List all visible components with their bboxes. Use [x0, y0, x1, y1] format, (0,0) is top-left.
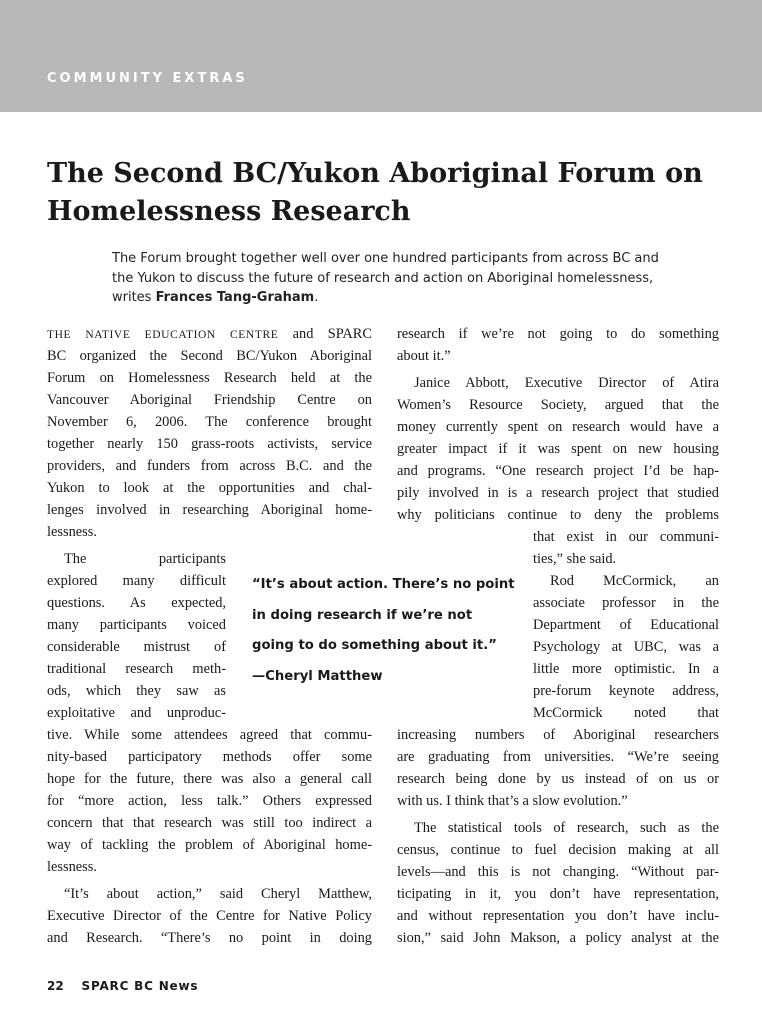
body-line: about it.”: [397, 348, 451, 364]
body-line: Department of Educational: [533, 617, 719, 633]
body-line: money currently spent on research would have a: [397, 419, 719, 435]
body-line: November 6, 2006. The conference brought: [47, 414, 372, 430]
body-line: exploitative and unproduc-: [47, 705, 226, 721]
body-line: nity-based participatory methods offer some: [47, 749, 372, 765]
body-line: questions. As expected,: [47, 595, 226, 611]
body-line: with us. I think that’s a slow evolution.”: [397, 793, 628, 809]
body-line: providers, and funders from across B.C. and the: [47, 458, 372, 474]
title-line: Homelessness Research: [47, 196, 411, 227]
body-line: sion,” said John Makson, a policy analyst at the: [397, 930, 719, 946]
body-line: Women’s Resource Society, argued that the: [397, 397, 719, 413]
body-line: hope for the future, there was also a general call: [47, 771, 372, 787]
body-line: Executive Director of the Centre for Native Policy: [47, 908, 372, 924]
body-line: McCormick noted that: [533, 705, 719, 721]
body-line: greater impact if it was spent on new housing: [397, 441, 719, 457]
body-line: traditional research meth-: [47, 661, 226, 677]
body-line: “It’s about action,” said Cheryl Matthew,: [64, 886, 372, 902]
deck-line: The Forum brought together well over one hundred participants from across BC and: [112, 251, 659, 266]
title-line: The Second BC/Yukon Aboriginal Forum on: [47, 158, 703, 189]
body-line: The participants: [64, 551, 226, 567]
body-line: research being done by us instead of on us or: [397, 771, 719, 787]
body-line: are graduating from universities. “We’re seeing: [397, 749, 719, 765]
author-name: Frances Tang-Graham: [155, 290, 315, 305]
body-line: levels—and this is not changing. “Without par-: [397, 864, 719, 880]
body-line: why politicians continue to deny the problems: [397, 507, 719, 523]
body-line: considerable mistrust of: [47, 639, 226, 655]
pull-quote: [252, 570, 522, 692]
body-line: concern that that research was still too indirect a: [47, 815, 372, 831]
body-line: tive. While some attendees agreed that commu-: [47, 727, 372, 743]
body-line: little more optimistic. In a: [533, 661, 719, 677]
body-line: and Research. “There’s no point in doing: [47, 930, 372, 946]
article-title: [47, 155, 727, 231]
body-line: lessness.: [47, 859, 97, 875]
body-line: together nearly 150 grass-roots activists, service: [47, 436, 372, 452]
section-banner: [0, 0, 762, 112]
body-line: Janice Abbott, Executive Director of Atira: [414, 375, 719, 391]
body-line: Yukon to look at the opportunities and chal-: [47, 480, 372, 496]
body-line: ticipating in it, you don’t have representation,: [397, 886, 719, 902]
body-line: research if we’re not going to do something: [397, 326, 719, 342]
section-label: COMMUNITY EXTRAS: [47, 71, 248, 86]
article-deck: [112, 249, 732, 308]
body-line: lessness.: [47, 524, 97, 540]
body-line: pily involved in is a research project that studied: [397, 485, 719, 501]
body-line: increasing numbers of Aboriginal researchers: [397, 727, 719, 743]
pull-quote-line: in doing research if we’re not: [252, 607, 473, 623]
body-line: way of tackling the problem of Aboriginal home-: [47, 837, 372, 853]
deck-line-text: writes: [112, 290, 156, 305]
body-line: explored many difficult: [47, 573, 226, 589]
body-line: for “more action, less talk.” Others expressed: [47, 793, 372, 809]
body-line: ties,” she said.: [533, 551, 617, 567]
page-footer: [47, 979, 198, 993]
body-line: Vancouver Aboriginal Friendship Centre on: [47, 392, 372, 408]
body-line: and programs. “One research project I’d be hap-: [397, 463, 719, 479]
body-line: The statistical tools of research, such as the: [414, 820, 719, 836]
deck-end: .: [314, 290, 319, 305]
body-line: Rod McCormick, an: [550, 573, 719, 589]
body-line: pre-forum keynote address,: [533, 683, 719, 699]
body-line: [47, 323, 372, 345]
body-line: and without representation you don’t have inclu-: [397, 908, 719, 924]
publication-name: SPARC BC News: [81, 979, 199, 993]
body-line: ods, which they saw as: [47, 683, 226, 699]
page-number: 22: [47, 979, 64, 993]
body-line: associate professor in the: [533, 595, 719, 611]
pull-quote-line: “It’s about action. There’s no point: [252, 577, 515, 592]
body-line: that exist in our communi-: [533, 529, 719, 545]
deck-line: the Yukon to discuss the future of research and action on Aboriginal homelessness,: [112, 270, 654, 286]
deck-line: [112, 288, 732, 308]
lead-in-smallcaps: THE NATIVE EDUCATION CENTRE: [47, 329, 279, 341]
body-line: lenges involved in researching Aboriginal home-: [47, 502, 372, 518]
body-line: Forum on Homelessness Research held at the: [47, 370, 372, 386]
body-line: Psychology at UBC, was a: [533, 639, 719, 655]
pull-quote-attribution: —Cheryl Matthew: [252, 668, 383, 684]
body-line: census, continue to fuel decision making at all: [397, 842, 719, 858]
body-line: many participants voiced: [47, 617, 226, 633]
body-line-text: and SPARC: [278, 326, 373, 342]
body-line: BC organized the Second BC/Yukon Aboriginal: [47, 348, 372, 364]
pull-quote-line: going to do something about it.”: [252, 638, 497, 653]
